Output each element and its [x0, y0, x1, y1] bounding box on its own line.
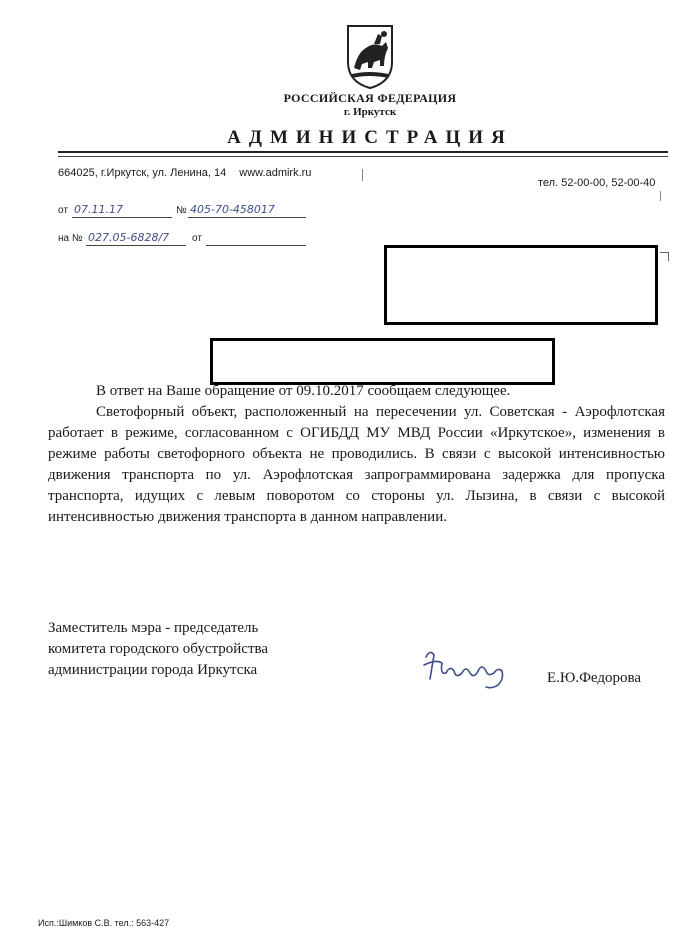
number-label: №: [176, 205, 187, 216]
reply-underline: [86, 245, 186, 246]
header-address-line: [58, 167, 311, 179]
redacted-recipient-block: [384, 245, 658, 325]
number-underline: [188, 217, 306, 218]
number-value: 405-70-458017: [190, 203, 275, 216]
reply-date-label: от: [192, 233, 202, 244]
handwritten-signature: [420, 645, 510, 693]
body-paragraph-2: Светофорный объект, расположенный на пересечении ул. Советская - Аэрофлотская работает в режиме, согласованном с ОГИБДД МУ МВД России «Иркутское», изменения в режиме работы светофорного объекта не проводились. В связи с высокой интенсивностью движения транспорта по ул. Аэрофлотская запрограммирована задержка для пропуска транспорта, идущих с левым поворотом со стороны ул. Лызина, в связи с высокой интенсивностью движения транспорта в данном направлении.: [48, 404, 665, 525]
signatory-title: Заместитель мэра - председатель комитета городского обустройства администрации города Иркутска: [48, 620, 269, 678]
body-paragraph-1: В ответ на Ваше обращение от 09.10.2017 сообщаем следующее.: [96, 383, 511, 399]
address-corner-mark: [660, 252, 669, 261]
address-tick-mark: [362, 169, 363, 181]
irkutsk-coat-of-arms: [344, 22, 396, 90]
header-phone: тел. 52-00-00, 52-00-40: [538, 177, 656, 189]
header-country: РОССИЙСКАЯ ФЕДЕРАЦИЯ: [283, 91, 457, 105]
reply-value: 027.05-6828/7: [88, 231, 170, 244]
header-city: г. Иркутск: [343, 106, 397, 118]
header-divider-thick: [58, 151, 668, 153]
reply-label: на №: [58, 233, 83, 244]
reply-date-underline: [206, 245, 306, 246]
date-value: 07.11.17: [74, 203, 123, 216]
date-label: от: [58, 205, 68, 216]
header-website: www.admirk.ru: [239, 167, 312, 179]
executor-footer: Исп.:Шимков С.В. тел.: 563-427: [38, 918, 170, 928]
header-address: 664025, г.Иркутск, ул. Ленина, 14: [58, 167, 227, 179]
phone-tick-mark: [660, 191, 661, 201]
header-organization: АДМИНИСТРАЦИЯ: [227, 127, 513, 148]
letter-body: [48, 381, 665, 528]
date-underline: [72, 217, 172, 218]
header-divider-thin: [58, 156, 668, 157]
signer-name: Е.Ю.Федорова: [547, 670, 642, 686]
redacted-salutation-block: [210, 338, 555, 385]
